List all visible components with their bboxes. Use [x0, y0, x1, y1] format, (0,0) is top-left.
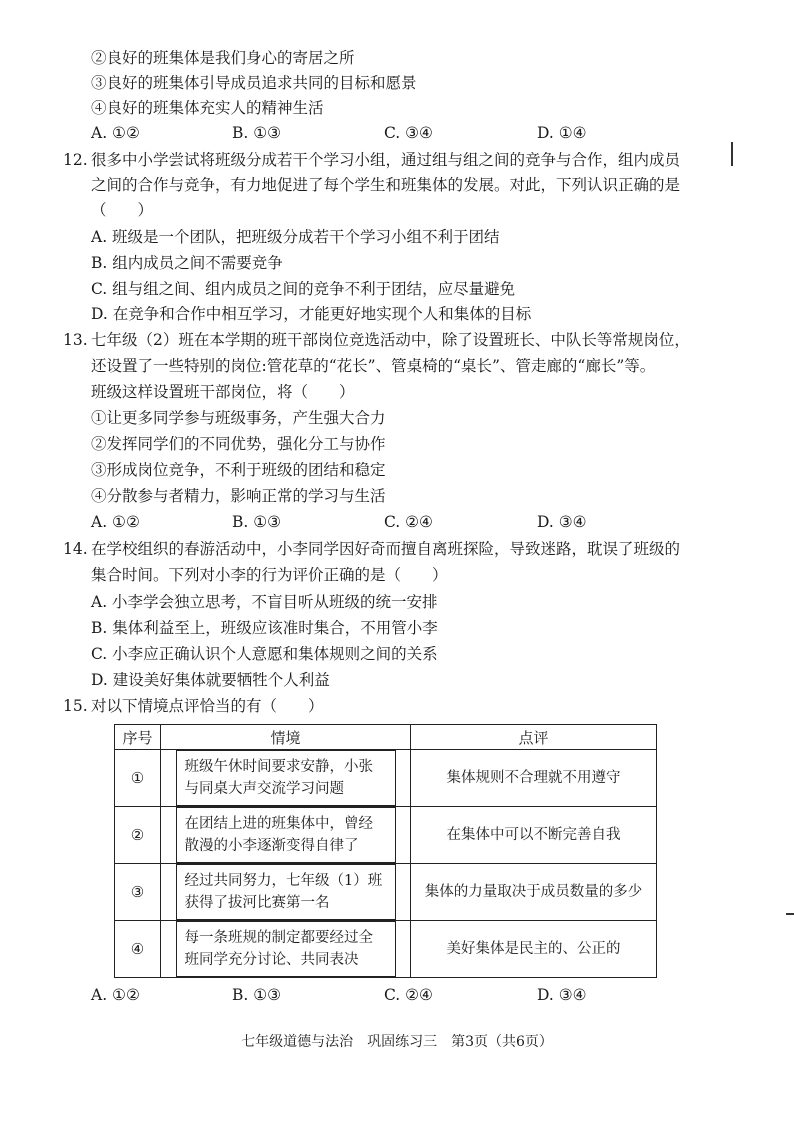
q11-item-3: ③良好的班集体引导成员追求共同的目标和愿景	[91, 74, 417, 92]
row-index: ④	[115, 921, 161, 978]
q12-option-a: A. 班级是一个团队，把班级分成若干个学习小组不利于团结	[91, 228, 500, 246]
q12-stem-line-2: 之间的合作与竞争，有力地促进了每个学生和班集体的发展。对此，下列认识正确的是	[91, 176, 681, 194]
row-comment: 在集体中可以不断完善自我	[446, 827, 621, 843]
q11-option-a: A. ①②	[91, 124, 140, 142]
row-situation: 在团结上进的班集体中，曾经散漫的小李逐渐变得自律了	[176, 807, 396, 863]
scan-mark	[786, 913, 794, 915]
q13-stem-line-1: 七年级（2）班在本学期的班干部岗位竞选活动中，除了设置班长、中队长等常规岗位，	[91, 331, 690, 349]
table-row	[115, 750, 657, 807]
row-index: ②	[115, 807, 161, 864]
scan-mark	[731, 142, 733, 166]
q13-stem-line-3: 班级这样设置班干部岗位，将（ ）	[91, 383, 355, 401]
q13-option-d: D. ③④	[537, 513, 587, 531]
q15-number: 15.	[63, 697, 88, 715]
row-situation: 班级午休时间要求安静，小张与同桌大声交流学习问题	[176, 750, 396, 806]
row-index: ③	[115, 864, 161, 921]
q13-stem-line-2: 还设置了一些特别的岗位:管花草的“花长”、管桌椅的“桌长”、管走廊的“廊长”等。	[91, 357, 656, 375]
q12-option-b: B. 组内成员之间不需要竞争	[91, 254, 283, 272]
row-situation: 经过共同努力，七年级（1）班获得了拔河比赛第一名	[176, 864, 396, 920]
q11-item-4: ④良好的班集体充实人的精神生活	[91, 99, 324, 117]
q14-option-b: B. 集体利益至上，班级应该准时集合，不用管小李	[91, 619, 438, 637]
q11-item-2: ②良好的班集体是我们身心的寄居之所	[91, 49, 355, 67]
q14-option-d: D. 建设美好集体就要牺牲个人利益	[91, 671, 330, 689]
q15-option-a: A. ①②	[91, 986, 140, 1004]
header-index: 序号	[115, 725, 161, 750]
q13-option-b: B. ①③	[232, 513, 282, 531]
q13-item-2: ②发挥同学们的不同优势，强化分工与协作	[91, 435, 386, 453]
table-row	[115, 807, 657, 864]
q11-option-c: C. ③④	[384, 124, 433, 142]
row-situation: 每一条班规的制定都要经过全班同学充分讨论、共同表决	[176, 921, 396, 977]
q13-item-4: ④分散参与者精力，影响正常的学习与生活	[91, 487, 386, 505]
row-comment: 集体的力量取决于成员数量的多少	[424, 884, 643, 900]
q13-option-a: A. ①②	[91, 513, 140, 531]
table-row	[115, 864, 657, 921]
row-comment: 美好集体是民主的、公正的	[446, 941, 621, 957]
q15-stem: 对以下情境点评恰当的有（ ）	[91, 697, 324, 715]
q15-table-header-row	[115, 725, 657, 750]
q14-stem-line-2: 集合时间。下列对小李的行为评价正确的是（ ）	[91, 566, 448, 584]
header-situation: 情境	[161, 725, 411, 750]
q11-option-b: B. ①③	[232, 124, 282, 142]
q14-option-a: A. 小李学会独立思考，不盲目听从班级的统一安排	[91, 593, 438, 611]
q14-stem-line-1: 在学校组织的春游活动中，小李同学因好奇而擅自离班探险，导致迷路，耽误了班级的	[91, 540, 681, 558]
row-comment: 集体规则不合理就不用遵守	[446, 770, 621, 786]
q11-option-d: D. ①④	[537, 124, 587, 142]
q12-number: 12.	[63, 151, 88, 169]
q13-item-3: ③形成岗位竞争，不利于班级的团结和稳定	[91, 461, 386, 479]
q15-option-c: C. ②④	[384, 986, 433, 1004]
q12-option-c: C. 组与组之间、组内成员之间的竞争不利于团结，应尽量避免	[91, 280, 516, 298]
q15-option-d: D. ③④	[537, 986, 587, 1004]
header-comment: 点评	[411, 725, 657, 750]
q13-option-c: C. ②④	[384, 513, 433, 531]
table-row	[115, 921, 657, 978]
q14-option-c: C. 小李应正确认识个人意愿和集体规则之间的关系	[91, 645, 438, 663]
q12-option-d: D. 在竞争和合作中相互学习，才能更好地实现个人和集体的目标	[91, 305, 532, 323]
q12-answer-blank: （ ）	[91, 201, 154, 219]
q12-stem-line-1: 很多中小学尝试将班级分成若干个学习小组，通过组与组之间的竞争与合作，组内成员	[91, 151, 681, 169]
row-index: ①	[115, 750, 161, 807]
q13-item-1: ①让更多同学参与班级事务，产生强大合力	[91, 409, 386, 427]
q15-table	[114, 724, 657, 978]
page-footer: 七年级道德与法治 巩固练习三 第3页（共6页）	[241, 1034, 553, 1050]
q14-number: 14.	[63, 540, 88, 558]
q15-option-b: B. ①③	[232, 986, 282, 1004]
q13-number: 13.	[63, 331, 88, 349]
